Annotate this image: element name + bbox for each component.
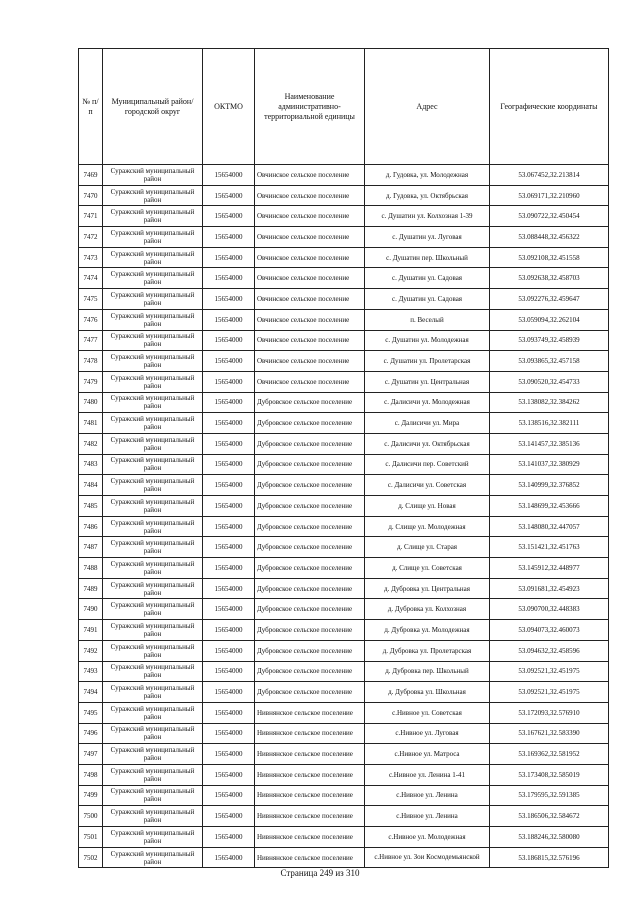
oktmo-cell: 15654000 bbox=[203, 847, 255, 868]
table-row bbox=[79, 206, 609, 227]
address-cell: с. Душатин ул. Пролетарская bbox=[365, 351, 490, 372]
row-number: 7489 bbox=[79, 578, 103, 599]
address-cell: с. Далисичи ул. Октябрьская bbox=[365, 433, 490, 454]
oktmo-cell: 15654000 bbox=[203, 371, 255, 392]
row-number: 7474 bbox=[79, 268, 103, 289]
district-cell: Суражский муниципальный район bbox=[103, 764, 203, 785]
coordinates-cell: 53.092521,32.451975 bbox=[490, 682, 609, 703]
oktmo-cell: 15654000 bbox=[203, 578, 255, 599]
admin-unit-cell: Дубровское сельское поселение bbox=[255, 578, 365, 599]
table-row bbox=[79, 165, 609, 186]
table-row bbox=[79, 496, 609, 517]
table-row bbox=[79, 433, 609, 454]
admin-unit-cell: Дубровское сельское поселение bbox=[255, 661, 365, 682]
oktmo-cell: 15654000 bbox=[203, 185, 255, 206]
admin-unit-cell: Дубровское сельское поселение bbox=[255, 433, 365, 454]
district-cell: Суражский муниципальный район bbox=[103, 371, 203, 392]
address-cell: с. Душатин ул. Колхозная 1-39 bbox=[365, 206, 490, 227]
coordinates-cell: 53.167621,32.583390 bbox=[490, 723, 609, 744]
admin-unit-cell: Овчинское сельское поселение bbox=[255, 247, 365, 268]
table-row bbox=[79, 537, 609, 558]
address-cell: с.Нивное ул. Луговая bbox=[365, 723, 490, 744]
coordinates-cell: 53.151421,32.451763 bbox=[490, 537, 609, 558]
row-number: 7494 bbox=[79, 682, 103, 703]
coordinates-cell: 53.172093,32.576910 bbox=[490, 702, 609, 723]
table-header-row bbox=[79, 49, 609, 165]
address-cell: д. Дубровка пер. Школьный bbox=[365, 661, 490, 682]
coordinates-cell: 53.141037,32.380929 bbox=[490, 454, 609, 475]
oktmo-cell: 15654000 bbox=[203, 289, 255, 310]
row-number: 7480 bbox=[79, 392, 103, 413]
district-cell: Суражский муниципальный район bbox=[103, 806, 203, 827]
address-cell: с. Далисичи ул. Советская bbox=[365, 475, 490, 496]
district-cell: Суражский муниципальный район bbox=[103, 537, 203, 558]
coordinates-cell: 53.090722,32.450454 bbox=[490, 206, 609, 227]
table-row bbox=[79, 827, 609, 848]
coordinates-cell: 53.141457,32.385136 bbox=[490, 433, 609, 454]
address-cell: д. Слище ул. Молодежная bbox=[365, 516, 490, 537]
admin-unit-cell: Дубровское сельское поселение bbox=[255, 537, 365, 558]
address-cell: д. Гудовка, ул. Октябрьская bbox=[365, 185, 490, 206]
oktmo-cell: 15654000 bbox=[203, 516, 255, 537]
row-number: 7472 bbox=[79, 227, 103, 248]
coordinates-cell: 53.094632,32.458596 bbox=[490, 640, 609, 661]
oktmo-cell: 15654000 bbox=[203, 702, 255, 723]
admin-unit-cell: Нивнянское сельское поселение bbox=[255, 806, 365, 827]
admin-unit-cell: Дубровское сельское поселение bbox=[255, 516, 365, 537]
district-cell: Суражский муниципальный район bbox=[103, 702, 203, 723]
oktmo-cell: 15654000 bbox=[203, 165, 255, 186]
address-cell: д. Дубровка ул. Молодежная bbox=[365, 620, 490, 641]
oktmo-cell: 15654000 bbox=[203, 351, 255, 372]
table-row bbox=[79, 392, 609, 413]
address-cell: с. Далисичи ул. Мира bbox=[365, 413, 490, 434]
district-cell: Суражский муниципальный район bbox=[103, 475, 203, 496]
address-cell: д. Слище ул. Новая bbox=[365, 496, 490, 517]
table-row bbox=[79, 599, 609, 620]
district-cell: Суражский муниципальный район bbox=[103, 620, 203, 641]
table-body bbox=[79, 165, 609, 868]
district-cell: Суражский муниципальный район bbox=[103, 392, 203, 413]
address-cell: с. Далисичи ул. Молодежная bbox=[365, 392, 490, 413]
district-cell: Суражский муниципальный район bbox=[103, 640, 203, 661]
district-cell: Суражский муниципальный район bbox=[103, 847, 203, 868]
page-footer: Страница 249 из 310 bbox=[280, 868, 360, 878]
table-row bbox=[79, 764, 609, 785]
coordinates-cell: 53.091681,32.454923 bbox=[490, 578, 609, 599]
coordinates-cell: 53.138516,32.382111 bbox=[490, 413, 609, 434]
admin-unit-cell: Овчинское сельское поселение bbox=[255, 330, 365, 351]
oktmo-cell: 15654000 bbox=[203, 558, 255, 579]
admin-unit-cell: Овчинское сельское поселение bbox=[255, 227, 365, 248]
admin-unit-cell: Дубровское сельское поселение bbox=[255, 640, 365, 661]
table-row bbox=[79, 744, 609, 765]
row-number: 7473 bbox=[79, 247, 103, 268]
oktmo-cell: 15654000 bbox=[203, 475, 255, 496]
address-cell: с.Нивное ул. Матроса bbox=[365, 744, 490, 765]
table-row bbox=[79, 227, 609, 248]
admin-unit-cell: Овчинское сельское поселение bbox=[255, 371, 365, 392]
oktmo-cell: 15654000 bbox=[203, 620, 255, 641]
row-number: 7471 bbox=[79, 206, 103, 227]
oktmo-cell: 15654000 bbox=[203, 330, 255, 351]
admin-unit-cell: Овчинское сельское поселение bbox=[255, 206, 365, 227]
oktmo-cell: 15654000 bbox=[203, 309, 255, 330]
table-row bbox=[79, 413, 609, 434]
district-cell: Суражский муниципальный район bbox=[103, 185, 203, 206]
address-cell: д. Дубровка ул. Колхозная bbox=[365, 599, 490, 620]
row-number: 7496 bbox=[79, 723, 103, 744]
coordinates-cell: 53.092108,32.451558 bbox=[490, 247, 609, 268]
row-number: 7497 bbox=[79, 744, 103, 765]
admin-unit-cell: Нивнянское сельское поселение bbox=[255, 785, 365, 806]
admin-unit-cell: Овчинское сельское поселение bbox=[255, 185, 365, 206]
coordinates-cell: 53.173408,32.585019 bbox=[490, 764, 609, 785]
row-number: 7493 bbox=[79, 661, 103, 682]
row-number: 7495 bbox=[79, 702, 103, 723]
oktmo-cell: 15654000 bbox=[203, 227, 255, 248]
admin-unit-cell: Дубровское сельское поселение bbox=[255, 475, 365, 496]
row-number: 7485 bbox=[79, 496, 103, 517]
coordinates-cell: 53.179595,32.591385 bbox=[490, 785, 609, 806]
row-number: 7498 bbox=[79, 764, 103, 785]
admin-unit-cell: Дубровское сельское поселение bbox=[255, 558, 365, 579]
admin-unit-cell: Нивнянское сельское поселение bbox=[255, 723, 365, 744]
admin-unit-cell: Дубровское сельское поселение bbox=[255, 454, 365, 475]
admin-unit-cell: Дубровское сельское поселение bbox=[255, 599, 365, 620]
admin-unit-cell: Дубровское сельское поселение bbox=[255, 620, 365, 641]
oktmo-cell: 15654000 bbox=[203, 599, 255, 620]
row-number: 7469 bbox=[79, 165, 103, 186]
admin-unit-cell: Овчинское сельское поселение bbox=[255, 268, 365, 289]
oktmo-cell: 15654000 bbox=[203, 806, 255, 827]
address-cell: с.Нивное ул. Молодежная bbox=[365, 827, 490, 848]
oktmo-cell: 15654000 bbox=[203, 206, 255, 227]
oktmo-cell: 15654000 bbox=[203, 537, 255, 558]
admin-unit-cell: Дубровское сельское поселение bbox=[255, 682, 365, 703]
coordinates-cell: 53.148080,32.447057 bbox=[490, 516, 609, 537]
oktmo-cell: 15654000 bbox=[203, 744, 255, 765]
coordinates-cell: 53.092521,32.451975 bbox=[490, 661, 609, 682]
admin-unit-cell: Овчинское сельское поселение bbox=[255, 289, 365, 310]
oktmo-cell: 15654000 bbox=[203, 392, 255, 413]
district-cell: Суражский муниципальный район bbox=[103, 827, 203, 848]
coordinates-cell: 53.186506,32.584672 bbox=[490, 806, 609, 827]
address-cell: п. Веселый bbox=[365, 309, 490, 330]
row-number: 7502 bbox=[79, 847, 103, 868]
row-number: 7492 bbox=[79, 640, 103, 661]
district-cell: Суражский муниципальный район bbox=[103, 744, 203, 765]
row-number: 7479 bbox=[79, 371, 103, 392]
coordinates-cell: 53.069171,32.210960 bbox=[490, 185, 609, 206]
row-number: 7481 bbox=[79, 413, 103, 434]
coordinates-cell: 53.090520,32.454733 bbox=[490, 371, 609, 392]
oktmo-cell: 15654000 bbox=[203, 827, 255, 848]
oktmo-cell: 15654000 bbox=[203, 413, 255, 434]
district-cell: Суражский муниципальный район bbox=[103, 558, 203, 579]
header-district: Муниципальный район/городской округ bbox=[103, 49, 203, 165]
row-number: 7486 bbox=[79, 516, 103, 537]
header-oktmo: ОКТМО bbox=[203, 49, 255, 165]
oktmo-cell: 15654000 bbox=[203, 785, 255, 806]
district-cell: Суражский муниципальный район bbox=[103, 433, 203, 454]
district-cell: Суражский муниципальный район bbox=[103, 309, 203, 330]
coordinates-cell: 53.088448,32.456322 bbox=[490, 227, 609, 248]
oktmo-cell: 15654000 bbox=[203, 640, 255, 661]
oktmo-cell: 15654000 bbox=[203, 661, 255, 682]
row-number: 7482 bbox=[79, 433, 103, 454]
district-cell: Суражский муниципальный район bbox=[103, 723, 203, 744]
oktmo-cell: 15654000 bbox=[203, 454, 255, 475]
address-cell: д. Дубровка ул. Пролетарская bbox=[365, 640, 490, 661]
data-table bbox=[78, 48, 609, 868]
coordinates-cell: 53.093749,32.458939 bbox=[490, 330, 609, 351]
row-number: 7487 bbox=[79, 537, 103, 558]
table-row bbox=[79, 309, 609, 330]
admin-unit-cell: Овчинское сельское поселение bbox=[255, 309, 365, 330]
row-number: 7484 bbox=[79, 475, 103, 496]
table-row bbox=[79, 578, 609, 599]
address-cell: д. Дубровка ул. Центральная bbox=[365, 578, 490, 599]
oktmo-cell: 15654000 bbox=[203, 496, 255, 517]
coordinates-cell: 53.059094,32.262104 bbox=[490, 309, 609, 330]
district-cell: Суражский муниципальный район bbox=[103, 682, 203, 703]
address-cell: с. Душатин ул. Луговая bbox=[365, 227, 490, 248]
coordinates-cell: 53.093865,32.457158 bbox=[490, 351, 609, 372]
table-row bbox=[79, 330, 609, 351]
coordinates-cell: 53.145912,32.448977 bbox=[490, 558, 609, 579]
address-cell: с. Душатин ул. Садовая bbox=[365, 268, 490, 289]
row-number: 7491 bbox=[79, 620, 103, 641]
table-row bbox=[79, 682, 609, 703]
address-cell: д. Дубровка ул. Школьная bbox=[365, 682, 490, 703]
table-row bbox=[79, 558, 609, 579]
table-row bbox=[79, 516, 609, 537]
row-number: 7476 bbox=[79, 309, 103, 330]
address-cell: с. Душатин ул. Садовая bbox=[365, 289, 490, 310]
district-cell: Суражский муниципальный район bbox=[103, 247, 203, 268]
table-row bbox=[79, 640, 609, 661]
coordinates-cell: 53.188246,32.580080 bbox=[490, 827, 609, 848]
district-cell: Суражский муниципальный район bbox=[103, 516, 203, 537]
table-row bbox=[79, 454, 609, 475]
address-cell: с. Душатин ул. Молодежная bbox=[365, 330, 490, 351]
coordinates-cell: 53.148699,32.453666 bbox=[490, 496, 609, 517]
district-cell: Суражский муниципальный район bbox=[103, 206, 203, 227]
header-coordinates: Географические координаты bbox=[490, 49, 609, 165]
admin-unit-cell: Нивнянское сельское поселение bbox=[255, 847, 365, 868]
coordinates-cell: 53.090700,32.448383 bbox=[490, 599, 609, 620]
address-cell: с.Нивное ул. Ленина bbox=[365, 785, 490, 806]
address-cell: с.Нивное ул. Советская bbox=[365, 702, 490, 723]
coordinates-cell: 53.092276,32.459647 bbox=[490, 289, 609, 310]
table-row bbox=[79, 371, 609, 392]
district-cell: Суражский муниципальный район bbox=[103, 599, 203, 620]
address-cell: с. Душатин пер. Школьный bbox=[365, 247, 490, 268]
table-row bbox=[79, 847, 609, 868]
oktmo-cell: 15654000 bbox=[203, 433, 255, 454]
admin-unit-cell: Дубровское сельское поселение bbox=[255, 392, 365, 413]
coordinates-cell: 53.186815,32.576196 bbox=[490, 847, 609, 868]
district-cell: Суражский муниципальный район bbox=[103, 661, 203, 682]
admin-unit-cell: Дубровское сельское поселение bbox=[255, 413, 365, 434]
header-admin-unit: Наименование административно-территориальной единицы bbox=[255, 49, 365, 165]
coordinates-cell: 53.138082,32.384262 bbox=[490, 392, 609, 413]
coordinates-cell: 53.067452,32.213814 bbox=[490, 165, 609, 186]
table-row bbox=[79, 723, 609, 744]
admin-unit-cell: Дубровское сельское поселение bbox=[255, 496, 365, 517]
district-cell: Суражский муниципальный район bbox=[103, 496, 203, 517]
admin-unit-cell: Нивнянское сельское поселение bbox=[255, 827, 365, 848]
row-number: 7470 bbox=[79, 185, 103, 206]
address-cell: с. Далисичи пер. Советский bbox=[365, 454, 490, 475]
coordinates-cell: 53.092638,32.458703 bbox=[490, 268, 609, 289]
address-cell: с.Нивное ул. Зои Космодемьянской bbox=[365, 847, 490, 868]
row-number: 7477 bbox=[79, 330, 103, 351]
district-cell: Суражский муниципальный район bbox=[103, 289, 203, 310]
oktmo-cell: 15654000 bbox=[203, 723, 255, 744]
row-number: 7488 bbox=[79, 558, 103, 579]
district-cell: Суражский муниципальный район bbox=[103, 351, 203, 372]
table-row bbox=[79, 806, 609, 827]
table-row bbox=[79, 475, 609, 496]
district-cell: Суражский муниципальный район bbox=[103, 785, 203, 806]
table-row bbox=[79, 268, 609, 289]
district-cell: Суражский муниципальный район bbox=[103, 413, 203, 434]
district-cell: Суражский муниципальный район bbox=[103, 330, 203, 351]
row-number: 7500 bbox=[79, 806, 103, 827]
oktmo-cell: 15654000 bbox=[203, 764, 255, 785]
admin-unit-cell: Овчинское сельское поселение bbox=[255, 351, 365, 372]
table-row bbox=[79, 785, 609, 806]
header-num: № п/п bbox=[79, 49, 103, 165]
table-row bbox=[79, 702, 609, 723]
oktmo-cell: 15654000 bbox=[203, 682, 255, 703]
row-number: 7499 bbox=[79, 785, 103, 806]
admin-unit-cell: Нивнянское сельское поселение bbox=[255, 702, 365, 723]
district-cell: Суражский муниципальный район bbox=[103, 578, 203, 599]
row-number: 7483 bbox=[79, 454, 103, 475]
oktmo-cell: 15654000 bbox=[203, 268, 255, 289]
admin-unit-cell: Нивнянское сельское поселение bbox=[255, 744, 365, 765]
row-number: 7478 bbox=[79, 351, 103, 372]
address-cell: д. Слище ул. Советская bbox=[365, 558, 490, 579]
address-cell: д. Слище ул. Старая bbox=[365, 537, 490, 558]
table-row bbox=[79, 620, 609, 641]
coordinates-cell: 53.140999,32.376852 bbox=[490, 475, 609, 496]
admin-unit-cell: Овчинское сельское поселение bbox=[255, 165, 365, 186]
row-number: 7490 bbox=[79, 599, 103, 620]
district-cell: Суражский муниципальный район bbox=[103, 165, 203, 186]
address-cell: д. Гудовка, ул. Молодежная bbox=[365, 165, 490, 186]
table-row bbox=[79, 247, 609, 268]
coordinates-cell: 53.094073,32.460073 bbox=[490, 620, 609, 641]
district-cell: Суражский муниципальный район bbox=[103, 454, 203, 475]
oktmo-cell: 15654000 bbox=[203, 247, 255, 268]
district-cell: Суражский муниципальный район bbox=[103, 268, 203, 289]
admin-unit-cell: Нивнянское сельское поселение bbox=[255, 764, 365, 785]
table-row bbox=[79, 351, 609, 372]
district-cell: Суражский муниципальный район bbox=[103, 227, 203, 248]
header-address: Адрес bbox=[365, 49, 490, 165]
table-row bbox=[79, 289, 609, 310]
row-number: 7475 bbox=[79, 289, 103, 310]
table-row bbox=[79, 185, 609, 206]
address-cell: с. Душатин ул. Центральная bbox=[365, 371, 490, 392]
coordinates-cell: 53.169362,32.581952 bbox=[490, 744, 609, 765]
address-cell: с.Нивное ул. Ленина bbox=[365, 806, 490, 827]
address-cell: с.Нивное ул. Ленина 1-41 bbox=[365, 764, 490, 785]
table-row bbox=[79, 661, 609, 682]
row-number: 7501 bbox=[79, 827, 103, 848]
